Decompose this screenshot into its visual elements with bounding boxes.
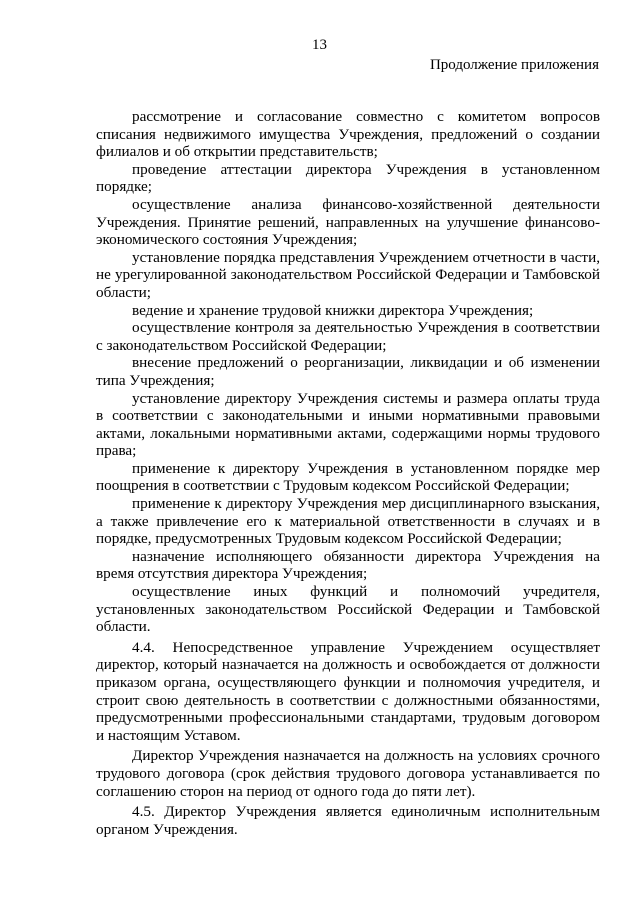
- paragraph: установление порядка представления Учреждением отчетности в части, не урегулированной законодательством Российской Федерации и Тамбовской области;: [96, 248, 600, 301]
- paragraph: назначение исполняющего обязанности директора Учреждения на время отсутствия директора Учреждения;: [96, 547, 600, 583]
- paragraph: ведение и хранение трудовой книжки директора Учреждения;: [132, 301, 534, 319]
- paragraph: внесение предложений о реорганизации, ликвидации и об изменении типа Учреждения;: [96, 354, 600, 389]
- section-paragraph: 4.4. Непосредственное управление Учреждением осуществляет директор, который назначается на должность и освобождается от должности приказом органа, осуществляющего функции и полномочия учредителя, и строит свою деятельность в соответствии с должностными обязанностями, предусмотренными профессиональными стандартами, трудовым договором и настоящим Уставом.: [96, 638, 600, 744]
- page-number: 13: [312, 37, 327, 53]
- paragraph: применение к директору Учреждения в установленном порядке мер поощрения в соответствии с Трудовым кодексом Российской Федерации;: [96, 459, 600, 495]
- paragraph: Директор Учреждения назначается на должность на условиях срочного трудового договора (срок действия трудового договора устанавливается по соглашению сторон на период от одного года до пяти лет).: [96, 747, 600, 800]
- paragraph: осуществление иных функций и полномочий учредителя, установленных законодательством Российской Федерации и Тамбовской области.: [96, 583, 600, 636]
- continuation-label: Продолжение приложения: [429, 57, 599, 73]
- section-paragraph: 4.5. Директор Учреждения является единоличным исполнительным органом Учреждения.: [96, 803, 600, 838]
- paragraph: рассмотрение и согласование совместно с комитетом вопросов списания недвижимого имущества Учреждения, предложений о создании филиалов и об открытии представительств;: [96, 108, 600, 161]
- paragraph: осуществление контроля за деятельностью Учреждения в соответствии с законодательством Российской Федерации;: [96, 319, 600, 354]
- paragraph: осуществление анализа финансово-хозяйственной деятельности Учреждения. Принятие решений, направленных на улучшение финансово-экономического состояния Учреждения;: [96, 195, 600, 249]
- paragraph: применение к директору Учреждения мер дисциплинарного взыскания, а также привлечение его к материальной ответственности в случаях и в порядке, предусмотренных Трудовым кодексом Российской Федерации;: [96, 495, 600, 548]
- paragraph: проведение аттестации директора Учреждения в установленном порядке;: [96, 160, 600, 196]
- paragraph: установление директору Учреждения системы и размера оплаты труда в соответствии с законодательными и иными нормативными правовыми актами, локальными нормативными актами, содержащими нормы трудового права;: [96, 389, 600, 460]
- document-body: [96, 108, 600, 838]
